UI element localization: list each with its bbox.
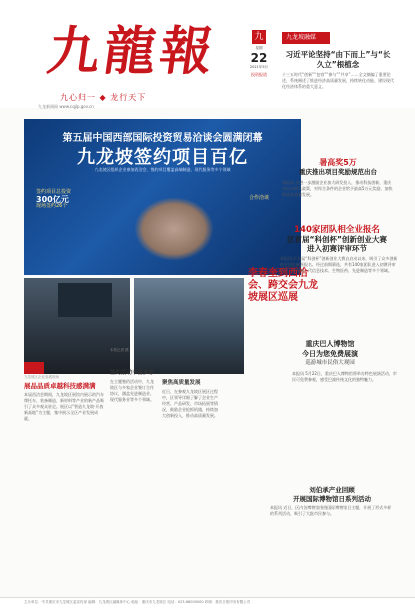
column-left-text: 本届西洽会期间，九龙坡区展馆内展示的汽车摩托车、装备制造、新材料等产业的新产品吸引了众多观众驻足。展区以“智造九龙坡·开放新高地”为主题，集中展示全区产业发展成就。 bbox=[24, 392, 104, 421]
photo-motorcycle bbox=[58, 283, 112, 317]
footer-note: 主办单位：中共重庆市九龙坡区委宣传部 编辑：九龙坡区融媒体中心 地址：重庆市九龙坡区 电话：023-68000000 印刷：重庆日报印务有限公司 bbox=[24, 600, 251, 604]
photo-caption-2: 本报记者 摄 bbox=[110, 348, 129, 352]
date-red-note: 投资报道 bbox=[251, 72, 267, 77]
column-left-headline: 展品品质卓越科技感满满 bbox=[24, 382, 96, 390]
banner-right-label: 合作洽谈 bbox=[248, 195, 269, 201]
date-badge: 九 bbox=[252, 30, 266, 44]
handshake-image bbox=[134, 197, 214, 261]
banner-left-label2: 现场签约26个 bbox=[36, 203, 68, 209]
column-right-mid bbox=[162, 380, 220, 419]
photo-red-detail bbox=[24, 362, 44, 374]
photo-caption-1: 九龙坡区企业参展现场 bbox=[24, 375, 59, 379]
column-mid-headline: 签约活动丰富多彩 bbox=[110, 370, 155, 376]
right-section3-dark1: 重庆巴人博物馆 bbox=[305, 340, 355, 348]
right-section3-sub: 巡游城市民俗大观园 bbox=[305, 360, 355, 366]
right-section3-text: 本报讯 5月22日，重庆巴人博物馆将举办特色展演活动，市民可免费参观，感受巴渝传统文化的独特魅力。 bbox=[292, 371, 397, 382]
right-section2-dark2: 进入初赛评审环节 bbox=[307, 244, 367, 253]
right-section1-text: 本报讯 为进一步激励企业加大研发投入，推动科技创新，重庆市出台相关政策，对符合条件的企业给予最高5万元奖励，加快推进高质量发展。 bbox=[282, 180, 393, 197]
column-right-mid-text: 近日，在参观九龙坡区展区过程中，区领导详细了解了企业生产经营、产品研发、市场拓展等情况，鼓励企业抢抓机遇，持续加大创新投入，推动高质量发展。 bbox=[162, 389, 218, 418]
column-left bbox=[24, 382, 104, 422]
right-section4-text: 本报讯 近日，区内各博物馆围绕国际博物馆日主题，开展了形式多样的系列活动，吸引了大批市民参与。 bbox=[270, 505, 392, 516]
right-section2-text: 本报讯 区首届“科创杯”创新创业大赛自启动以来，吸引了众多创新创业团队踊跃报名。经过前期筛选，共有140家团队进入初赛评审环节，涉及新一代信息技术、生物医药、先进制造等多个领域。 bbox=[280, 256, 398, 273]
masthead-site: 九龙新闻网 www.cqjlp.gov.cn bbox=[38, 104, 94, 109]
banner-subtitle: 九龙坡区组织企业参加西洽会，签约项目覆盖高端制造、现代服务等多个领域 bbox=[94, 167, 231, 172]
right-section2-red: 140家团队相全业报名 bbox=[294, 225, 380, 235]
right-top-header bbox=[282, 32, 392, 44]
right-top-headline: 习近平论坚持“由下而上”与“长久立”根植念 bbox=[285, 50, 391, 69]
date-box bbox=[243, 30, 275, 108]
right-top-text: 十三五时代“创新”“包容”“参与”“共享”……全文摘编了重要论述，系统阐述了推进经济高质量发展、持续转化动能、建设现代化经济体系的重大意义。 bbox=[282, 72, 394, 89]
column-mid-text: 在主题签约活动中，九龙坡区与多家企业签订合作协议，涵盖先进制造业、现代服务业等多个领域。 bbox=[110, 379, 154, 402]
right-section3-dark2: 今日为您免费展演 bbox=[302, 350, 358, 358]
date-tiny-b: 2021年5月 bbox=[249, 65, 269, 69]
banner-line1: 第五届中国西部国际投资贸易洽谈会圆满闭幕 bbox=[62, 133, 263, 144]
newspaper-logo: 九龍報 bbox=[43, 21, 221, 82]
right-section4-dark2: 开展国际博物馆日系列活动 bbox=[293, 495, 371, 503]
red-headline: 李春奎到西洽会、跨交会九龙坡展区巡展 bbox=[248, 268, 318, 303]
masthead bbox=[0, 0, 415, 108]
masthead-slogan: 九心归一 ◆ 龙行天下 bbox=[60, 93, 147, 102]
right-section4-dark1: 刘伯承产业回顾 bbox=[309, 486, 355, 494]
banner-line2: 九龙坡签约项目百亿 bbox=[77, 147, 248, 168]
column-right-mid-headline: 聚焦高质量发展 bbox=[162, 380, 201, 386]
date-big: 22 bbox=[250, 51, 268, 65]
right-section2-dark1: 区首届“科创杯”创新创业大赛 bbox=[287, 235, 387, 244]
right-section1-dark: 重庆推出项目奖励规范出台 bbox=[299, 168, 377, 176]
banner-left-label: 签约项目总投资 bbox=[36, 189, 72, 195]
right-section1-red: 暑高奖5万 bbox=[319, 158, 357, 167]
banner-left-stat: 300亿元 bbox=[36, 195, 69, 204]
date-tiny-a: 星期 bbox=[255, 46, 263, 50]
right-top-tag: 九龙坡融媒 bbox=[282, 32, 330, 44]
banner-left bbox=[36, 189, 116, 210]
footer-bar bbox=[0, 597, 415, 615]
main-banner bbox=[24, 119, 301, 275]
photo-expo-right bbox=[134, 278, 244, 374]
column-mid bbox=[110, 370, 156, 403]
